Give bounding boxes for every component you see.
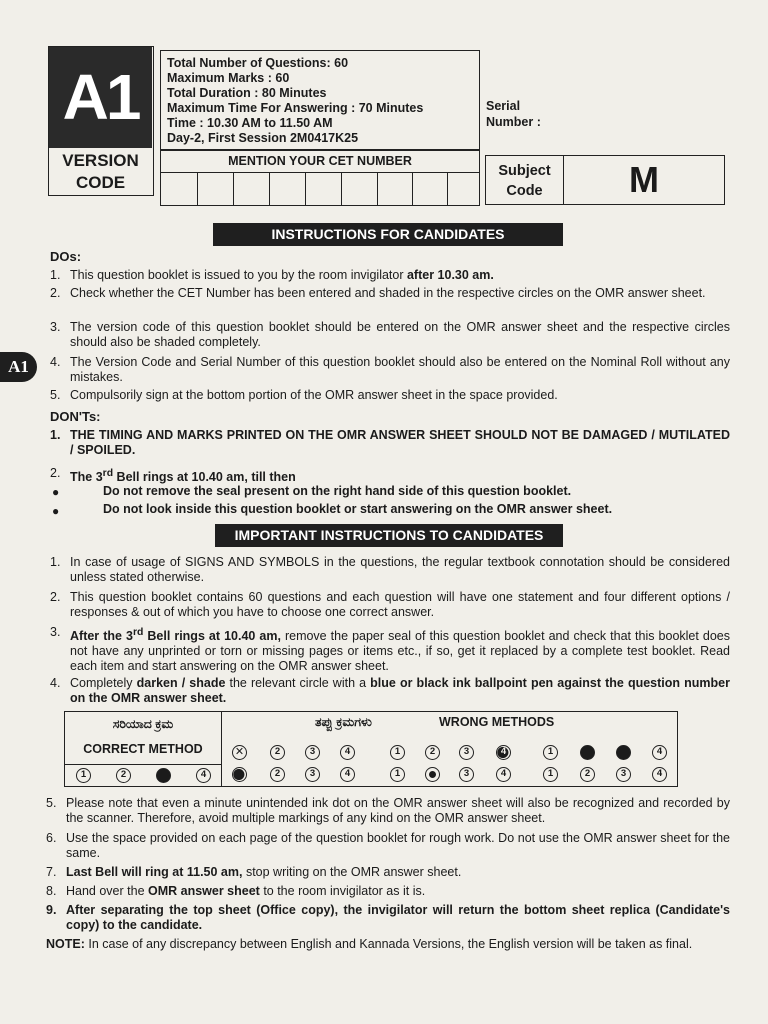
bullet-icon: ● [52,504,60,518]
important-item [46,903,730,933]
item-text-part: to the room invigilator as it is. [259,884,426,898]
bubble-4: 4 [652,745,667,760]
note [46,937,730,952]
subject-code-label [486,156,564,204]
item-text: Use the space provided on each page of the question booklet for rough work. Do not use the OMR answer sheet for the same. [66,831,730,860]
item-number: 3. [50,320,61,334]
item-text-bold: Last Bell will ring at 11.50 am, [66,865,243,879]
bubble-4: 4 [496,767,511,782]
donts-bullet-text: Do not look inside this question booklet or start answering on the OMR answer sheet. [103,502,613,516]
item-text-part: stop writing on the OMR answer sheet. [242,865,462,879]
item-number: 2. [50,286,61,300]
correct-method-column [65,712,222,786]
dos-item [50,388,730,403]
item-text [70,268,730,283]
dos-heading: DOs: [50,249,82,264]
item-number: 3. [50,625,61,639]
bubble-4: 4 [340,767,355,782]
item-text-part: Completely [70,676,137,690]
item-text [70,625,730,674]
cet-digit-cell[interactable] [448,173,478,205]
superscript: rd [102,468,114,479]
cet-digit-cell[interactable] [413,173,448,205]
important-item [50,555,730,585]
item-text-part: remove the paper seal of this question booklet and check that this booklet does not have any unprinted or torn or missing pages or items etc., if so, get it replaced by a complete test booklet. Read each item and start answering on the OMR answer sheet. [70,629,730,674]
subject-code-value: M [629,159,659,200]
exam-info-line: Total Number of Questions: 60 [167,56,349,70]
item-number: 2. [50,590,61,604]
bubble-filled [580,745,595,760]
version-code-block [48,46,154,196]
bubble-4: 4 [652,767,667,782]
dos-item [50,268,730,283]
bubble-2: 2 [270,767,285,782]
version-code-label [49,148,152,194]
bubble-1: 1 [390,767,405,782]
exam-info-line: Day-2, First Session 2M0417K25 [167,131,359,145]
item-text [66,865,730,880]
item-text: After separating the top sheet (Office copy), the invigilator will return the bottom sheet replica (Candidate's copy) to the candidate. [66,903,730,932]
note-body: In case of any discrepancy between English and Kannada Versions, the English version will be taken as final. [84,937,693,951]
item-text: Check whether the CET Number has been entered and shaded in the respective circles on the OMR answer sheet. [70,286,706,300]
bubble-3: 3 [616,767,631,782]
item-text-part: the relevant circle with a [225,676,371,690]
item-number: 1. [50,268,61,282]
important-item [50,676,730,706]
subject-label-line2: Code [506,183,543,199]
bubble-filled [616,745,631,760]
bubble-dotted [425,767,440,782]
note-text [46,937,730,952]
cet-number-box [160,150,480,206]
bubble-4: 4 [340,745,355,760]
serial-number-label [486,98,541,130]
version-label-line1: VERSION [62,151,139,170]
item-number: 4. [50,676,61,690]
serial-line1: Serial [486,99,521,113]
bubble-1: 1 [76,768,91,783]
bubble-3: 3 [305,745,320,760]
serial-line2: Number : [486,115,541,129]
item-text-bold: after 10.30 am. [406,268,494,282]
bubble-1: 1 [543,745,558,760]
item-text-bold: darken / shade [136,676,226,690]
bullet-icon: ● [52,485,60,499]
donts-heading: DON'Ts: [50,409,101,424]
bubble-partial [232,767,247,782]
subject-label-line1: Subject [498,163,551,179]
important-item [46,884,730,899]
correct-method-kannada: ಸರಿಯಾದ ಕ್ರಮ [112,717,174,731]
donts-item [50,428,730,458]
cet-digit-cell[interactable] [161,173,198,205]
cet-digit-cell[interactable] [306,173,342,205]
bubble-filled [156,768,171,783]
bubble-1: 1 [390,745,405,760]
donts-bullet-text: Do not remove the seal present on the right hand side of this question booklet. [103,484,572,498]
donts-item [50,466,730,485]
dos-item [50,286,730,301]
bubble-crossed [232,745,247,760]
superscript: rd [132,627,144,638]
note-label: NOTE: [46,937,85,951]
bubble-4: 4 [196,768,211,783]
bubble-2: 2 [116,768,131,783]
cet-digit-cell[interactable] [198,173,234,205]
important-item [46,796,730,826]
version-side-tab: A1 [0,352,37,382]
exam-info-line: Maximum Marks : 60 [167,71,290,85]
item-text: The Version Code and Serial Number of this question booklet should also be entered on the Nominal Roll without any mistakes. [70,355,730,384]
item-number: 2. [50,466,61,480]
item-text-part: The 3 [70,470,103,485]
item-text [66,884,730,899]
bubble-3: 3 [305,767,320,782]
item-number: 5. [46,796,57,810]
bubble-3: 3 [459,767,474,782]
correct-method-label: CORRECT METHOD [83,742,203,756]
item-number: 9. [46,903,57,917]
item-text: In case of usage of SIGNS AND SYMBOLS in the questions, the regular textbook connotation should be considered unless stated otherwise. [70,555,730,584]
dos-item [50,320,730,350]
version-code-logo: A1 [49,47,152,148]
item-number: 4. [50,355,61,369]
version-label-line2: CODE [75,173,126,192]
important-item [46,831,730,861]
exam-info-box [160,50,480,150]
item-text: THE TIMING AND MARKS PRINTED ON THE OMR ANSWER SHEET SHOULD NOT BE DAMAGED / MUTILATED / SPOILED. [70,428,730,457]
item-number: 1. [50,555,61,569]
important-item [46,865,730,880]
dos-item [50,355,730,385]
subject-code-box [485,155,725,205]
item-number: 6. [46,831,57,845]
item-text: Please note that even a minute unintended ink dot on the OMR answer sheet will also be recognized and recorded by the scanner. Therefore, avoid multiple markings of any kind on the OMR answer sheet. [66,796,730,825]
item-text-part: This question booklet is issued to you by the room invigilator [70,268,407,282]
exam-info-line: Maximum Time For Answering : 70 Minutes [167,101,424,115]
important-item [50,590,730,620]
item-text [70,676,730,706]
bubble-2: 2 [270,745,285,760]
bubble-partial: 4 [496,745,511,760]
item-text-part: Bell rings at 10.40 am, till then [113,470,296,485]
exam-info-line: Total Duration : 80 Minutes [167,86,327,100]
cet-digit-cell[interactable] [234,173,270,205]
item-text [70,466,730,485]
bubble-2: 2 [425,745,440,760]
item-text-bold: After the 3 [70,629,133,644]
wrong-methods-kannada: ತಪ್ಪು ಕ್ರಮಗಳು [315,715,372,729]
instructions-banner: INSTRUCTIONS FOR CANDIDATES [213,223,563,246]
exam-info-line: Time : 10.30 AM to 11.50 AM [167,116,333,130]
item-text: This question booklet contains 60 questions and each question will have one statement and four different options / responses & out of which you have to choose one correct answer. [70,590,730,619]
item-text-part: Hand over the [66,884,148,898]
item-text-bold: OMR answer sheet [148,884,260,898]
item-number: 1. [50,428,61,442]
item-number: 7. [46,865,57,879]
important-instructions-banner: IMPORTANT INSTRUCTIONS TO CANDIDATES [215,524,563,547]
item-number: 5. [50,388,61,402]
cet-digit-cell[interactable] [378,173,413,205]
item-text-bold: blue or black ink ballpoint pen against the question number on the OMR answer sheet. [70,676,730,705]
item-text-bold: Bell rings at 10.40 am, [143,629,281,644]
bubble-1: 1 [543,767,558,782]
item-number: 8. [46,884,57,898]
cet-digit-cell[interactable] [270,173,306,205]
correct-method-bubbles [65,764,221,786]
bubble-2: 2 [580,767,595,782]
cet-number-title: MENTION YOUR CET NUMBER [161,151,479,173]
wrong-methods-label: WRONG METHODS [439,715,555,729]
bubble-3: 3 [459,745,474,760]
item-text: Compulsorily sign at the bottom portion of the OMR answer sheet in the space provided. [70,388,558,402]
item-text: The version code of this question booklet should be entered on the OMR answer sheet and the respective circles should also be shaded completely. [70,320,730,349]
cet-digit-cell[interactable] [342,173,378,205]
important-item [50,625,730,674]
answer-method-table [64,711,678,787]
